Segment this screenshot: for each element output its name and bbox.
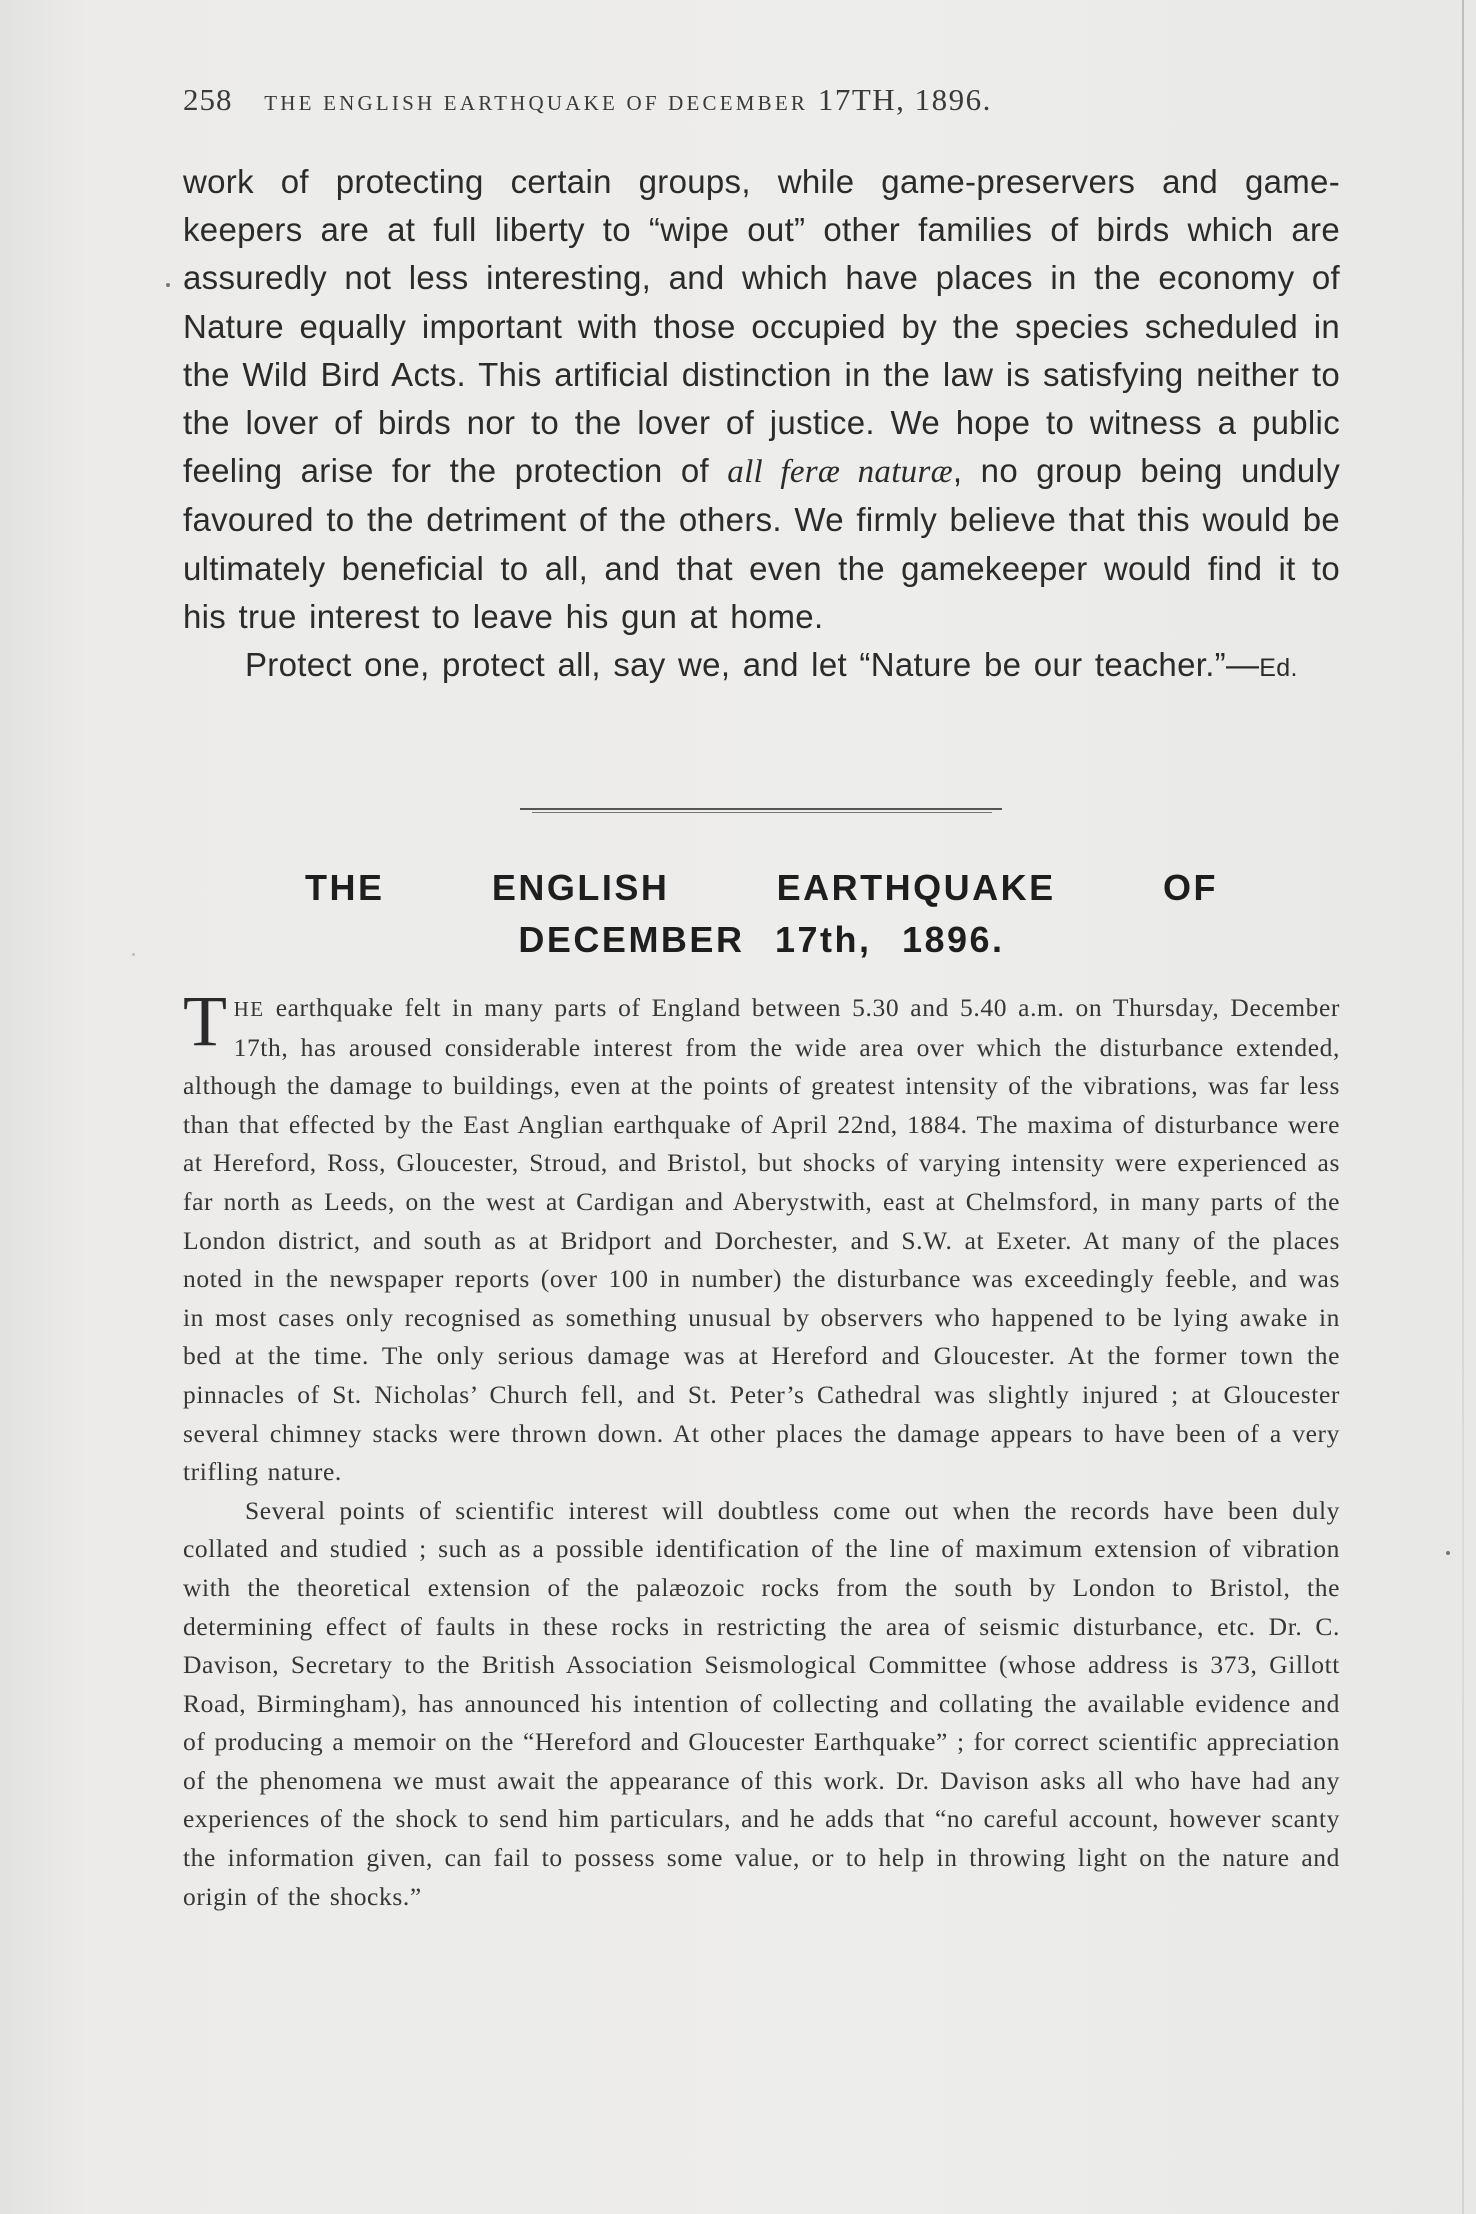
running-head-date: 17TH, 1896. xyxy=(817,82,992,117)
first-word-caps: HE xyxy=(233,997,265,1021)
section-divider xyxy=(520,808,1002,816)
page-number: 258 xyxy=(183,82,233,117)
closing-text: Protect one, protect all, say we, and let “Nature be our teacher.”— xyxy=(245,646,1260,684)
heading-word: THE xyxy=(305,867,385,908)
article-body xyxy=(183,981,1340,1916)
article-paragraph xyxy=(183,981,1340,1492)
heading-line-1 xyxy=(183,862,1340,914)
heading-word: EARTHQUAKE xyxy=(776,867,1056,908)
heading-word: ENGLISH xyxy=(491,867,670,908)
heading-word: OF xyxy=(1162,867,1218,908)
running-head-title: THE ENGLISH EARTHQUAKE OF DECEMBER xyxy=(264,91,809,115)
article-paragraph: Several points of scientific interest will doubtless come out when the records have been duly collated and studied ; such as a possible identification of the line of maximum extension of vibration with the theoretical extension of the palæozoic rocks from the south by London to Bristol, the determining effect of faults in these rocks in restricting the area of seismic disturbance, etc. Dr. C. Davison, Secretary to the British Association Seismological Committee (whose address is 373, Gillott Road, Birmingham), has announced his intention of collecting and collating the available evidence and of producing a memoir on the “Hereford and Gloucester Earthquake” ; for correct scientific appreciation of the phenomena we must await the appearance of this work. Dr. Davison asks all who have had any experiences of the shock to send him particulars, and he adds that “no careful account, however scanty the information given, can fail to possess some value, or to help in throwing light on the nature and origin of the shocks.” xyxy=(183,1495,1340,1911)
paper-speck xyxy=(1446,1551,1450,1555)
divider-line xyxy=(532,812,992,813)
intro-text-run: , no group being unduly favoured to the detriment of the others. We firmly believe that this would be ultimately beneficial to all, and that even the gamekeeper would find it to his true interest to leave his gun at home. xyxy=(183,452,1340,635)
article-paragraph-text: earthquake felt in many parts of England between 5.30 and 5.40 a.m. on Thursday, December 17th, has aroused considerable interest from the wide area over which the disturbance extended, although the damage to buildings, even at the points of greatest intensity of the vibrations, was far less than that effected by the East Anglian earthquake of April 22nd, 1884. The maxima of disturbance were at Hereford, Ross, Gloucester, Stroud, and Bristol, but shocks of varying intensity were experienced as far north as Leeds, on the west at Cardigan and Aberystwith, east at Chelmsford, in many parts of the London district, and south as at Bridport and Dorchester, and S.W. at Exeter. At many of the places noted in the newspaper reports (over 100 in number) the disturbance was exceedingly feeble, and was in most cases only recognised as something unusual by observers who happened to be lying awake in bed at the time. The only serious damage was at Hereford and Gloucester. At the former town the pinnacles of St. Nicholas’ Church fell, and St. Peter’s Cathedral was slightly injured ; at Gloucester several chimney stacks were thrown down. At other places the damage appears to have been of a very trifling nature. xyxy=(183,993,1340,1487)
drop-cap: T xyxy=(183,981,228,1061)
latin-phrase: all feræ naturæ xyxy=(727,454,953,491)
paper-speck xyxy=(166,283,170,287)
intro-paragraph xyxy=(183,158,1340,641)
article-heading xyxy=(183,862,1340,966)
running-head xyxy=(183,82,1263,122)
page-edge-shadow xyxy=(1462,0,1464,2214)
divider-line xyxy=(520,808,1002,810)
intro-text-run: work of protecting certain groups, while game-preservers and game-keepers are at full liberty to “wipe out” other families of birds which are assuredly not less interesting, and which have places in the economy of Nature equally important with those occupied by the species scheduled in the Wild Bird Acts. This artificial distinction in the law is satisfying neither to the lover of birds nor to the lover of justice. We hope to witness a public feeling arise for the protection of xyxy=(183,163,1340,490)
heading-line-2: DECEMBER 17th, 1896. xyxy=(518,919,1005,960)
intro-text xyxy=(183,158,1340,692)
intro-closing-paragraph xyxy=(183,641,1340,692)
paper-speck xyxy=(132,953,135,956)
editor-signature: Ed. xyxy=(1259,654,1298,683)
